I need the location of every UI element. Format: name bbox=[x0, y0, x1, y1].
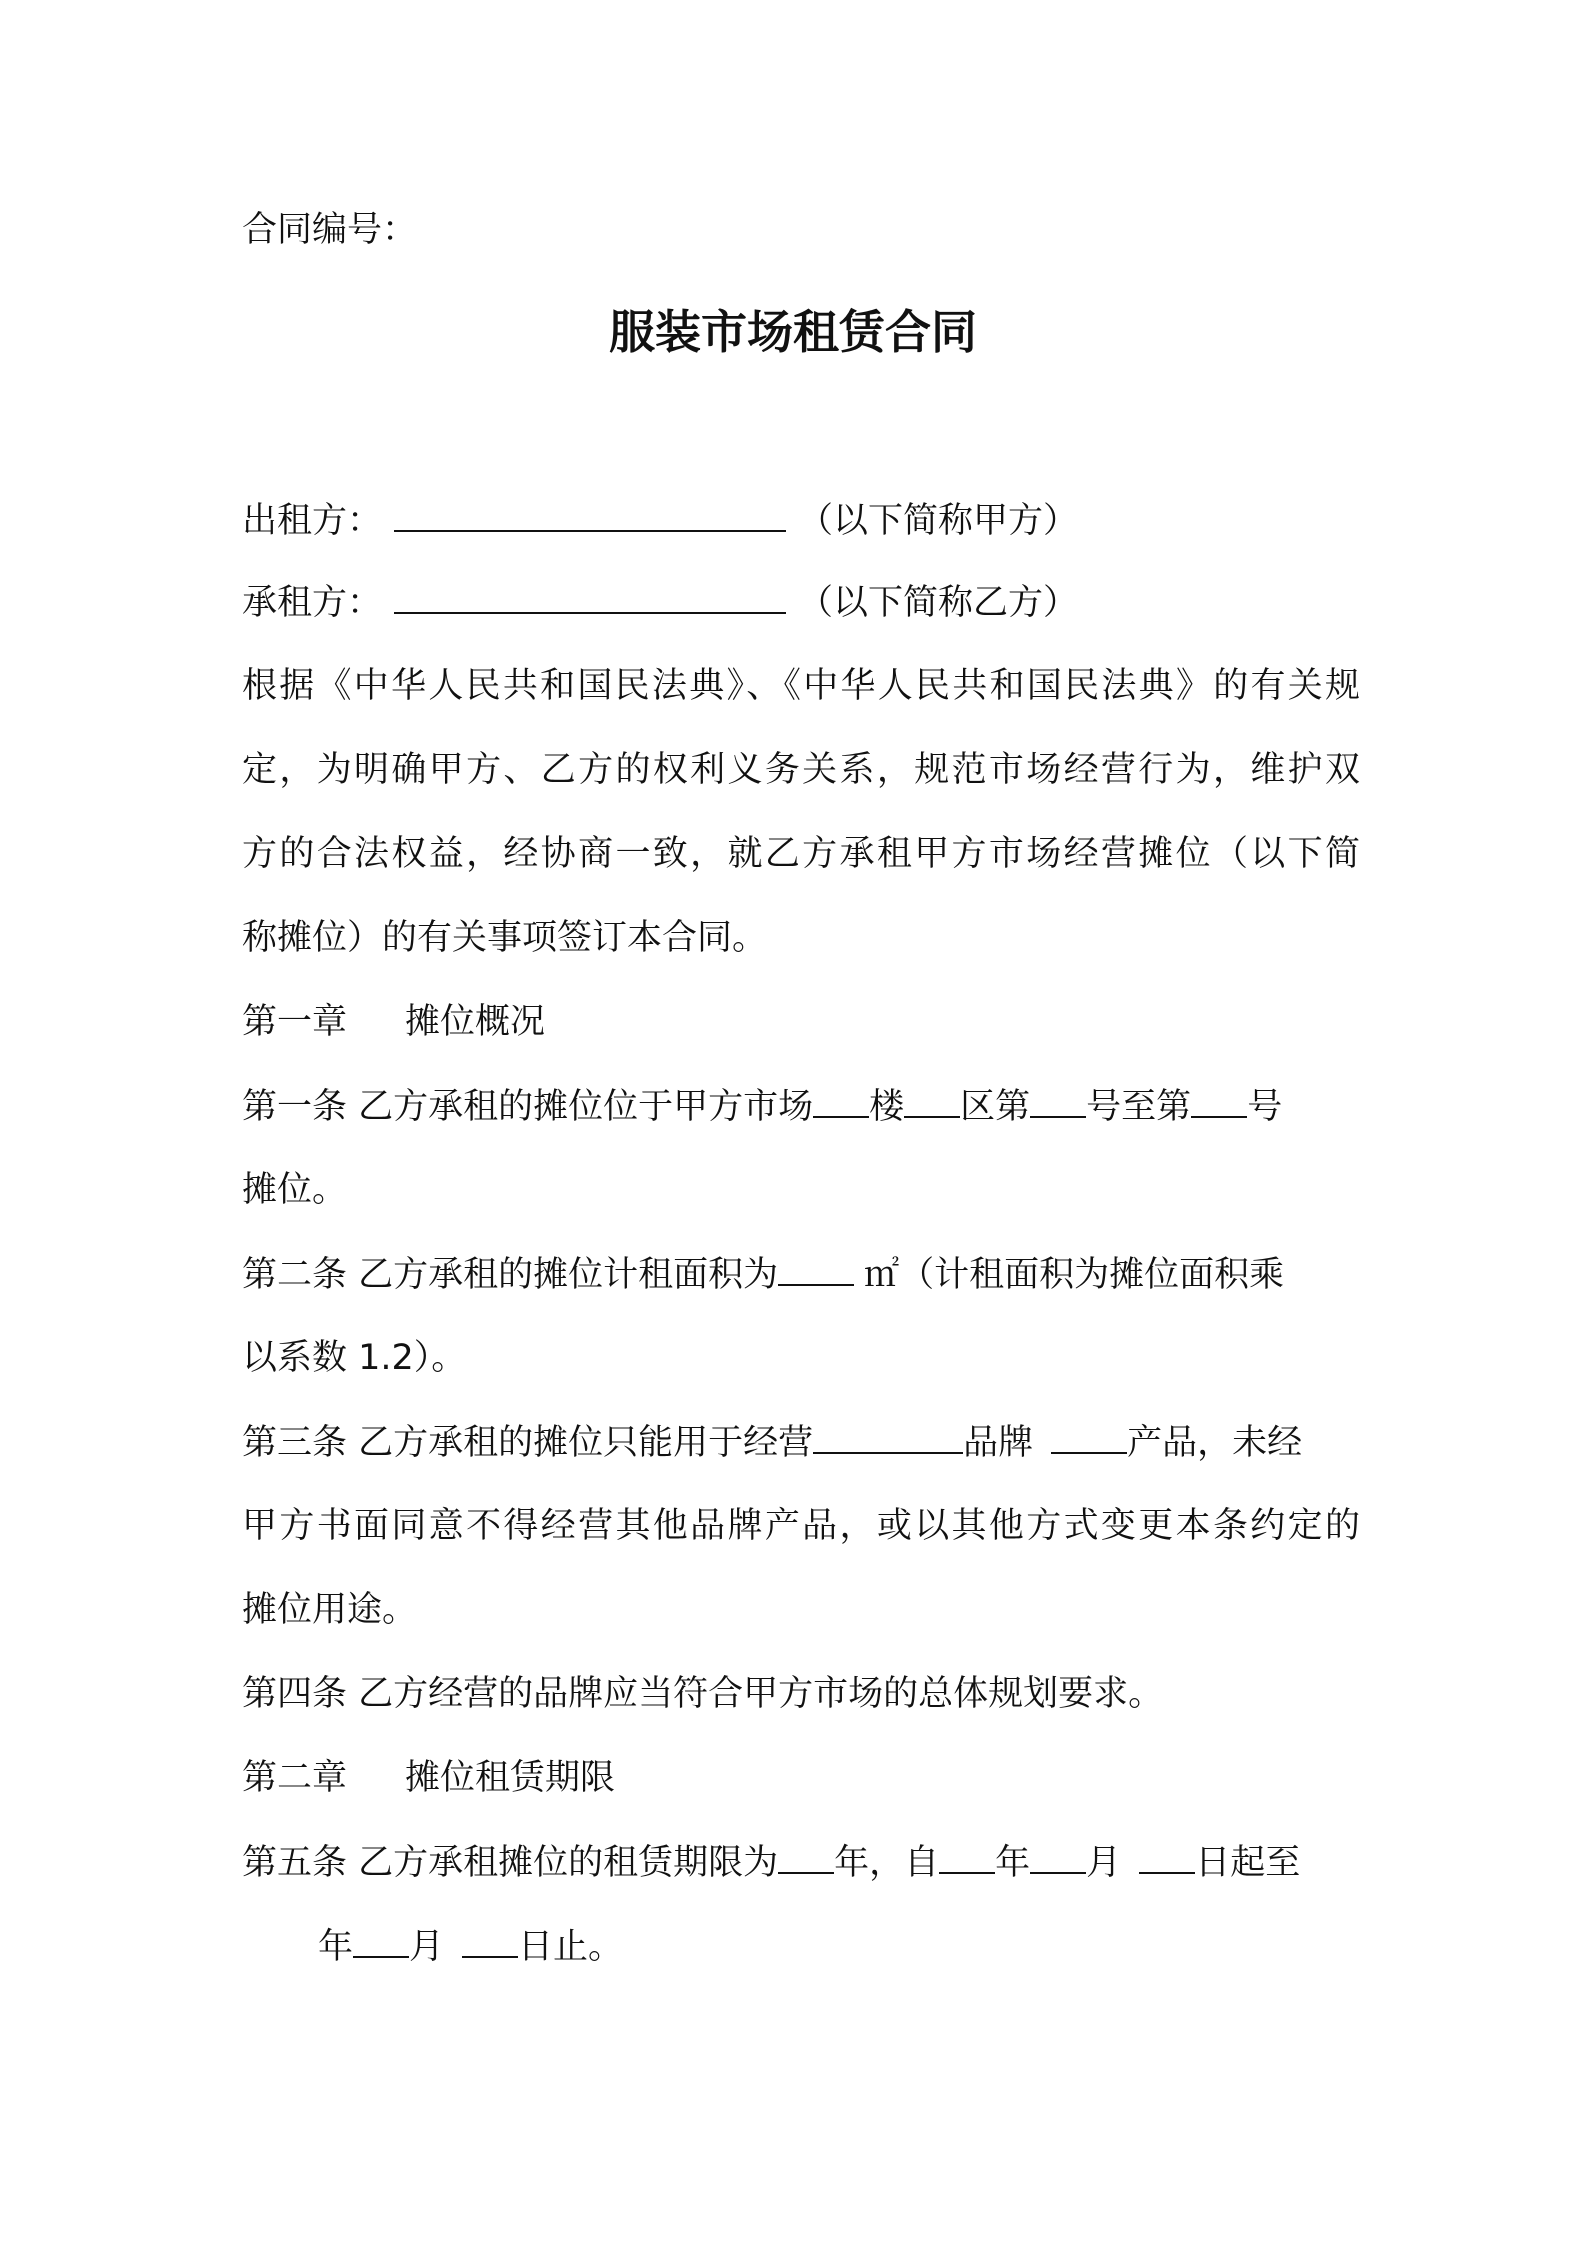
end-month-field[interactable] bbox=[353, 1922, 409, 1958]
article-2-text: 第二条 乙方承租的摊位计租面积为 bbox=[242, 1255, 779, 1295]
stall-to-field[interactable] bbox=[1191, 1082, 1247, 1118]
article-1-line-2: 摊位。 bbox=[242, 1170, 348, 1210]
chapter-1-title: 摊位概况 bbox=[405, 1002, 546, 1042]
preamble-line-3: 方的合法权益，经协商一致，就乙方承租甲方市场经营摊位（以下简 bbox=[242, 834, 1360, 874]
lessee-label: 承租方： bbox=[242, 583, 383, 623]
start-year-field[interactable] bbox=[939, 1838, 995, 1874]
article-3-brand-label: 品牌 bbox=[963, 1423, 1034, 1463]
article-5-years-label: 年，自 bbox=[834, 1843, 940, 1883]
article-4: 第四条 乙方经营的品牌应当符合甲方市场的总体规划要求。 bbox=[242, 1674, 1164, 1714]
chapter-1-label: 第一章 bbox=[242, 1002, 348, 1042]
end-day-field[interactable] bbox=[462, 1922, 518, 1958]
lessee-line bbox=[242, 578, 1360, 627]
article-3-line-2: 甲方书面同意不得经营其他品牌产品，或以其他方式变更本条约定的 bbox=[242, 1506, 1360, 1546]
lessee-name-field[interactable] bbox=[394, 578, 786, 614]
chapter-2-label: 第二章 bbox=[242, 1758, 348, 1798]
area-field[interactable] bbox=[778, 1250, 854, 1286]
article-2-line-1 bbox=[242, 1250, 1360, 1299]
product-field[interactable] bbox=[1051, 1418, 1127, 1454]
stall-from-field[interactable] bbox=[1030, 1082, 1086, 1118]
article-3-product-label: 产品，未经 bbox=[1127, 1423, 1303, 1463]
article-2-line-2: 以系数 1.2）。 bbox=[242, 1338, 467, 1378]
article-1-zone-label: 区第 bbox=[960, 1087, 1031, 1127]
start-day-field[interactable] bbox=[1139, 1838, 1195, 1874]
article-5-text: 第五条 乙方承租摊位的租赁期限为 bbox=[242, 1843, 779, 1883]
article-1-number-label: 号 bbox=[1247, 1087, 1283, 1127]
lessor-suffix: （以下简称甲方） bbox=[798, 501, 1079, 541]
page-title: 服装市场租赁合同 bbox=[609, 305, 977, 359]
lessee-suffix: （以下简称乙方） bbox=[798, 583, 1079, 623]
article-5-end-month-label: 月 bbox=[409, 1927, 445, 1967]
article-3-line-3: 摊位用途。 bbox=[242, 1590, 418, 1630]
article-1-line-1 bbox=[242, 1082, 1360, 1131]
article-3-line-1 bbox=[242, 1418, 1360, 1467]
lessor-label: 出租方： bbox=[242, 501, 383, 541]
contract-number-label: 合同编号： bbox=[242, 210, 418, 250]
article-1-text: 第一条 乙方承租的摊位位于甲方市场 bbox=[242, 1087, 814, 1127]
article-5-start-day-label: 日起至 bbox=[1195, 1843, 1301, 1883]
preamble-line-4: 称摊位）的有关事项签订本合同。 bbox=[242, 918, 768, 958]
lease-years-field[interactable] bbox=[778, 1838, 834, 1874]
article-1-range-label: 号至第 bbox=[1086, 1087, 1192, 1127]
start-month-field[interactable] bbox=[1030, 1838, 1086, 1874]
article-1-floor-label: 楼 bbox=[869, 1087, 905, 1127]
preamble-line-1: 根据《中华人民共和国民法典》、《中华人民共和国民法典》的有关规 bbox=[242, 666, 1360, 706]
article-5-start-month-label: 月 bbox=[1086, 1843, 1122, 1883]
lessor-name-field[interactable] bbox=[394, 496, 786, 532]
article-5-end-day-label: 日止。 bbox=[518, 1927, 624, 1967]
zone-field[interactable] bbox=[904, 1082, 960, 1118]
chapter-1-heading bbox=[242, 998, 1360, 1046]
article-5-line-2 bbox=[318, 1922, 1360, 1971]
article-5-end-year-label: 年 bbox=[318, 1927, 354, 1967]
chapter-2-heading bbox=[242, 1754, 1360, 1802]
article-5-start-year-label: 年 bbox=[995, 1843, 1031, 1883]
article-3-text: 第三条 乙方承租的摊位只能用于经营 bbox=[242, 1423, 814, 1463]
floor-field[interactable] bbox=[813, 1082, 869, 1118]
brand-field[interactable] bbox=[813, 1418, 963, 1454]
article-5-line-1 bbox=[242, 1838, 1360, 1887]
preamble-line-2: 定，为明确甲方、乙方的权利义务关系，规范市场经营行为，维护双 bbox=[242, 750, 1360, 790]
article-2-unit-text: ㎡（计租面积为摊位面积乘 bbox=[864, 1255, 1285, 1295]
lessor-line bbox=[242, 496, 1360, 545]
chapter-2-title: 摊位租赁期限 bbox=[405, 1758, 616, 1798]
